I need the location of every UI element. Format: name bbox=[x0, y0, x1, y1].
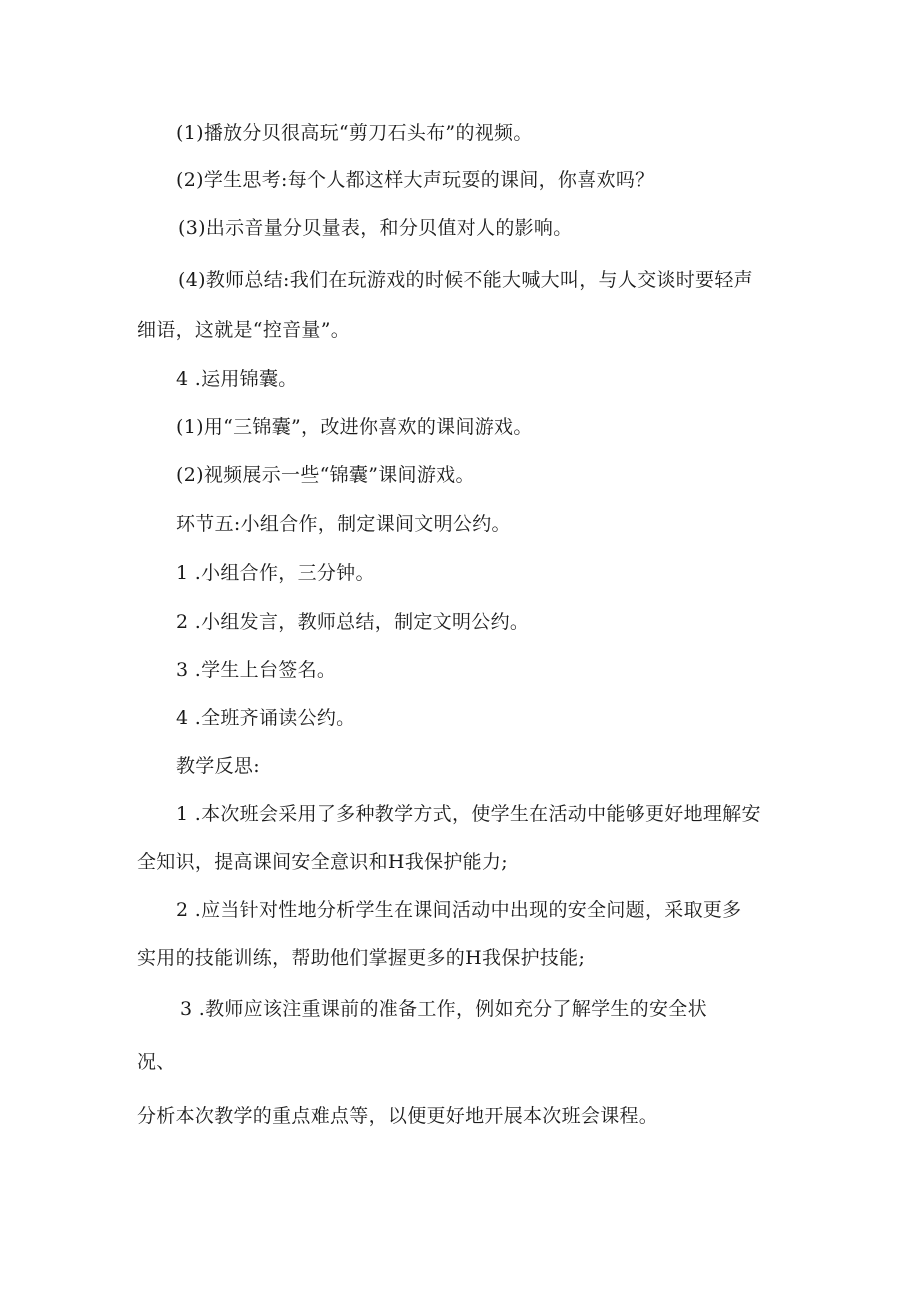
text-line: 3 .学生上台签名。 bbox=[176, 659, 337, 681]
text-line: 细语，这就是“控音量”。 bbox=[137, 319, 351, 341]
text-line: 3 .教师应该注重课前的准备工作，例如充分了解学生的安全状 bbox=[180, 998, 707, 1020]
text-line: (2)学生思考:每个人都这样大声玩耍的课间，你喜欢吗？ bbox=[176, 169, 655, 191]
text-line: 1 .小组合作，三分钟。 bbox=[176, 562, 375, 584]
text-line: (1)用“三锦囊”，改进你喜欢的课间游戏。 bbox=[176, 416, 533, 438]
text-line: 实用的技能训练，帮助他们掌握更多的H我保护技能; bbox=[137, 947, 586, 969]
text-line: 况、 bbox=[137, 1051, 176, 1073]
text-line: 分析本次教学的重点难点等，以便更好地开展本次班会课程。 bbox=[137, 1105, 659, 1127]
text-line: (1)播放分贝很高玩“剪刀石头布”的视频。 bbox=[176, 122, 533, 144]
text-line: (4)教师总结:我们在玩游戏的时候不能大喊大叫，与人交谈时要轻声 bbox=[178, 269, 753, 291]
text-line: 2 .应当针对性地分析学生在课间活动中出现的安全问题，采取更多 bbox=[176, 899, 742, 921]
section-heading: 环节五:小组合作，制定课间文明公约。 bbox=[176, 513, 511, 535]
text-line: (2)视频展示一些“锦囊”课间游戏。 bbox=[176, 464, 475, 486]
text-line: 全知识，提高课间安全意识和H我保护能力; bbox=[137, 851, 508, 873]
text-line: 4 .全班齐诵读公约。 bbox=[176, 707, 356, 729]
text-line: 4 .运用锦囊。 bbox=[176, 368, 298, 390]
text-line: (3)出示音量分贝量表，和分贝值对人的影响。 bbox=[178, 217, 573, 239]
section-heading: 教学反思: bbox=[176, 755, 260, 777]
text-line: 1 .本次班会采用了多种教学方式，使学生在活动中能够更好地理解安 bbox=[176, 803, 761, 825]
text-line: 2 .小组发言，教师总结，制定文明公约。 bbox=[176, 611, 530, 633]
